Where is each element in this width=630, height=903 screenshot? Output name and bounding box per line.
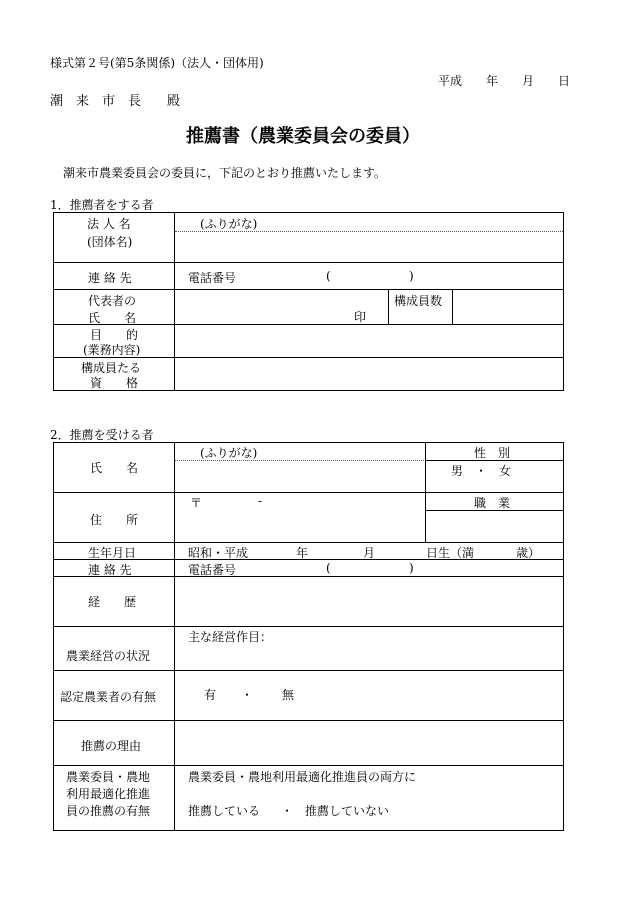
corp-name-field[interactable] <box>176 233 562 261</box>
dual-question-text: 農業委員・農地利用最適化推進員の両方に <box>188 770 417 784</box>
members-count-label: 構成員数 <box>394 294 443 308</box>
corp-furigana-label: (ふりがな) <box>200 217 258 231</box>
qualification-field[interactable] <box>176 359 562 389</box>
phone-label: 電話番号 <box>188 271 237 285</box>
career-label: 経 歴 <box>88 595 137 609</box>
recommending-option[interactable]: 推薦している <box>188 804 261 818</box>
gender-label: 性 別 <box>474 446 511 460</box>
reason-field[interactable] <box>176 722 562 764</box>
purpose-field[interactable] <box>176 326 562 356</box>
addressee: 潮 来 市 長 殿 <box>50 94 181 109</box>
phone-paren-close: ) <box>409 269 414 283</box>
name-label: 氏 名 <box>90 461 139 475</box>
certified-yes-option[interactable]: 有 <box>204 688 217 702</box>
career-field[interactable] <box>176 578 562 625</box>
contact-label: 連 絡 先 <box>88 271 132 285</box>
section2-heading: 2．推薦を受ける者 <box>50 428 154 442</box>
not-recommending-option[interactable]: 推薦していない <box>305 804 390 818</box>
gender-options[interactable]: 男 ・ 女 <box>451 464 512 478</box>
rep-label-line1: 代表者の <box>88 294 137 308</box>
birth-day-age-label: 日生（満 <box>426 546 475 560</box>
phone-paren-open: ( <box>326 269 331 283</box>
age-suffix-label: 歳） <box>516 546 541 560</box>
certified-no-option[interactable]: 無 <box>282 688 295 702</box>
members-count-field[interactable] <box>454 291 562 323</box>
document-title: 推薦書（農業委員会の委員） <box>186 126 420 147</box>
farming-status-field[interactable] <box>176 645 562 669</box>
purpose-label-line2: (業務内容) <box>83 343 141 357</box>
name-furigana-label: (ふりがな) <box>200 446 258 460</box>
birth-year-label: 年 <box>296 546 309 560</box>
name-field[interactable] <box>176 462 423 491</box>
phone2-paren-close: ) <box>409 561 414 575</box>
reason-label: 推薦の理由 <box>81 739 142 753</box>
dual-label-line1: 農業委員・農地 <box>66 770 151 784</box>
purpose-label-line1: 目 的 <box>90 328 139 342</box>
certified-separator: ・ <box>241 688 254 702</box>
postal-dash: - <box>258 494 263 508</box>
seal-mark: 印 <box>354 310 367 324</box>
form-number: 様式第２号(第5条関係)（法人・団体用) <box>50 56 264 70</box>
birth-era-options[interactable]: 昭和・平成 <box>188 546 249 560</box>
dual-separator: ・ <box>281 804 294 818</box>
address-label: 住 所 <box>90 513 139 527</box>
phone2-paren-open: ( <box>326 561 331 575</box>
postal-mark: 〒 <box>190 496 203 510</box>
dual-label-line2: 利用最適化推進 <box>66 787 151 801</box>
qualification-label-line1: 構成員たる <box>81 361 142 375</box>
corp-name-sublabel: (団体名) <box>87 235 133 249</box>
rep-label-line2: 氏 名 <box>88 311 137 325</box>
occupation-field[interactable] <box>427 512 562 541</box>
main-crops-label: 主な経営作目： <box>188 630 273 644</box>
date-line: 平成 年 月 日 <box>438 74 571 88</box>
address-field[interactable] <box>176 510 423 541</box>
phone2-label: 電話番号 <box>188 563 237 577</box>
farming-status-label: 農業経営の状況 <box>66 649 151 663</box>
certified-farmer-label: 認定農業者の有無 <box>60 690 157 704</box>
contact2-label: 連 絡 先 <box>88 563 132 577</box>
occupation-label: 職 業 <box>474 496 511 510</box>
qualification-label-line2: 資 格 <box>90 376 139 390</box>
section1-heading: 1．推薦者をする者 <box>50 198 154 212</box>
birthdate-label: 生年月日 <box>88 546 137 560</box>
intro-text: 潮来市農業委員会の委員に，下記のとおり推薦いたします。 <box>63 166 387 180</box>
dual-label-line3: 員の推薦の有無 <box>66 804 151 818</box>
birth-month-label: 月 <box>363 546 376 560</box>
corp-name-label: 法 人 名 <box>87 217 131 231</box>
